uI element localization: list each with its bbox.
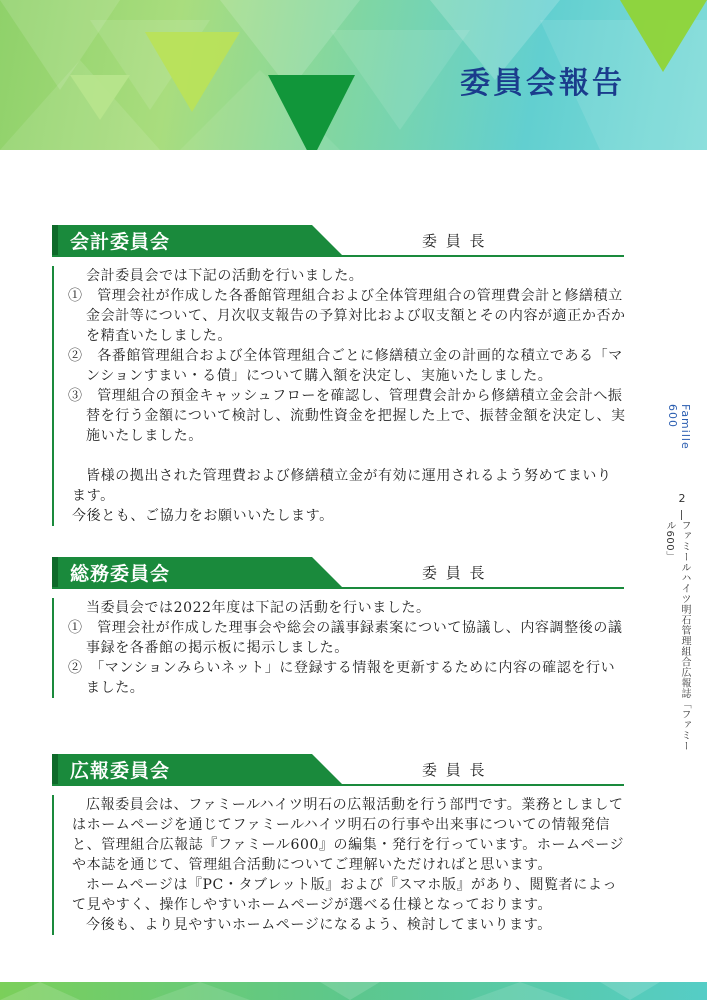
section-tab <box>52 225 342 255</box>
list-item: ② 各番館管理組合および全体管理組合ごとに修繕積立金の計画的な積立である「マンションすまい・る債」について購入額を決定し、実施いたしました。 <box>68 348 623 384</box>
paragraph: 当委員会では2022年度は下記の活動を行いました。 <box>86 600 431 616</box>
section-body-public-relations <box>52 795 626 935</box>
section-header-general-affairs <box>52 557 624 589</box>
list-item: ① 管理会社が作成した各番館管理組合および全体管理組合の管理費会計と修繕積立金会計等について、月次収支報告の予算対比および収支額とその内容が適正か否かを精査いたしました。 <box>68 288 626 344</box>
section-header-public-relations <box>52 754 624 786</box>
section-tab <box>52 754 342 784</box>
paragraph: 皆様の拠出された管理費および修繕積立金が有効に運用されるよう努めてまいります。 <box>72 468 612 504</box>
paragraph: 広報委員会は、ファミールハイツ明石の広報活動を行う部門です。業務としましてはホームページを通じてファミールハイツ明石の行事や出来事についての情報発信と、管理組合広報誌『ファミール600』の編集・発行を行っています。ホームページや本誌を通じて、管理組合活動についてご理解いただければと思います。 <box>72 797 625 873</box>
section-header-accounting <box>52 225 624 257</box>
divider <box>681 510 682 520</box>
list-item: ② 「マンションみらいネット」に登録する情報を更新するために内容の確認を行いました。 <box>68 660 616 696</box>
chairperson-label: 委 員 長 <box>422 232 487 250</box>
footer-banner <box>0 982 707 1000</box>
chairperson-label: 委 員 長 <box>422 761 487 779</box>
paragraph: 会計委員会では下記の活動を行いました。 <box>86 268 364 284</box>
paragraph: ホームページは『PC・タブレット版』および『スマホ版』があり、閲覧者によって見やすく、操作しやすいホームページが選べる仕様となっております。 <box>72 877 618 913</box>
section-title: 会計委員会 <box>70 231 171 253</box>
list-item: ① 管理会社が作成した理事会や総会の議事録素案について協議し、内容調整後の議事録を各番館の掲示板に掲示しました。 <box>68 620 623 656</box>
section-body-general-affairs <box>52 598 626 698</box>
list-item: ③ 管理組合の預金キャッシュフローを確認し、管理費会計から修繕積立金会計へ振替を行う金額について検討し、流動性資金を把握した上で、振替金額を決定し、実施いたしました。 <box>68 388 626 444</box>
section-tab <box>52 557 342 587</box>
section-title: 広報委員会 <box>70 760 171 782</box>
section-body-accounting <box>52 266 626 526</box>
chairperson-label: 委 員 長 <box>422 564 487 582</box>
paragraph: 今後も、より見やすいホームページになるよう、検討してまいります。 <box>86 917 552 933</box>
section-title: 総務委員会 <box>70 563 171 585</box>
footer-triangle-pattern <box>0 982 707 1000</box>
side-brand-label: Famille 600 <box>666 404 692 450</box>
paragraph: 今後とも、ご協力をお願いいたします。 <box>72 508 334 524</box>
side-publication-label: ファミールハイツ明石管理組合広報誌「ファミール600」 <box>664 520 690 751</box>
page-title: 委員会報告 <box>460 66 625 101</box>
page-number: 2 <box>678 492 686 505</box>
